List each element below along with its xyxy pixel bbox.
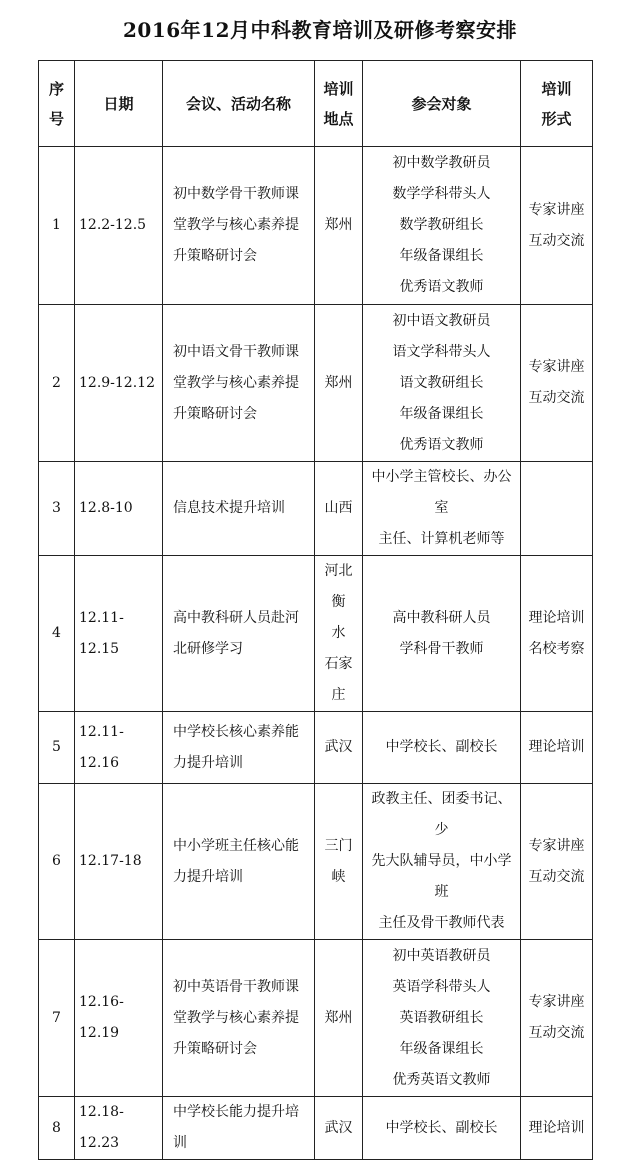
row-audience: 高中教科研人员 学科骨干教师 [363,556,521,712]
table-row [39,784,593,940]
row-audience: 初中语文教研员 语文学科带头人 语文教研组长 年级备课组长 优秀语文教师 [363,305,521,462]
table-row [39,556,593,712]
row-date: 12.17-18 [75,784,163,940]
row-date: 12.18-12.23 [75,1097,163,1160]
row-event-name: 初中英语骨干教师课堂教学与核心素养提升策略研讨会 [163,940,315,1097]
row-audience: 中小学主管校长、办公室 主任、计算机老师等 [363,462,521,556]
header-name: 会议、活动名称 [163,61,315,147]
page-title: 2016年12月中科教育培训及研修考察安排 [123,18,517,42]
row-place: 郑州 [315,940,363,1097]
row-place: 武汉 [315,1097,363,1160]
row-index: 6 [39,784,75,940]
row-index: 2 [39,305,75,462]
row-index: 8 [39,1097,75,1160]
header-row [39,61,593,147]
table-row [39,462,593,556]
row-audience: 初中英语教研员 英语学科带头人 英语教研组长 年级备课组长 优秀英语文教师 [363,940,521,1097]
header-audience: 参会对象 [363,61,521,147]
row-event-name: 中学校长核心素养能力提升培训 [163,712,315,784]
row-place: 河北衡 水 石家庄 [315,556,363,712]
row-date: 12.16-12.19 [75,940,163,1097]
row-event-name: 初中数学骨干教师课堂教学与核心素养提升策略研讨会 [163,147,315,305]
row-date: 12.11-12.15 [75,556,163,712]
row-format: 专家讲座 互动交流 [521,784,593,940]
row-place: 山西 [315,462,363,556]
row-format: 专家讲座 互动交流 [521,940,593,1097]
table-row [39,305,593,462]
row-date: 12.8-10 [75,462,163,556]
row-place: 三门峡 [315,784,363,940]
table-row [39,940,593,1097]
row-audience: 中学校长、副校长 [363,1097,521,1160]
row-index: 5 [39,712,75,784]
row-audience: 政教主任、团委书记、少 先大队辅导员，中小学班 主任及骨干教师代表 [363,784,521,940]
row-format: 理论培训 [521,712,593,784]
row-date: 12.9-12.12 [75,305,163,462]
row-audience: 初中数学教研员 数学学科带头人 数学教研组长 年级备课组长 优秀语文教师 [363,147,521,305]
row-format: 理论培训 名校考察 [521,556,593,712]
row-place: 郑州 [315,305,363,462]
row-format: 专家讲座 互动交流 [521,147,593,305]
header-place: 培训 地点 [315,61,363,147]
table-row [39,712,593,784]
row-event-name: 中小学班主任核心能力提升培训 [163,784,315,940]
row-place: 武汉 [315,712,363,784]
row-event-name: 高中教科研人员赴河北研修学习 [163,556,315,712]
schedule-table [38,60,593,1160]
row-date: 12.11-12.16 [75,712,163,784]
row-format: 专家讲座 互动交流 [521,305,593,462]
row-index: 4 [39,556,75,712]
row-format: 理论培训 [521,1097,593,1160]
header-index: 序 号 [39,61,75,147]
row-event-name: 信息技术提升培训 [163,462,315,556]
row-index: 7 [39,940,75,1097]
row-format [521,462,593,556]
header-date: 日期 [75,61,163,147]
row-audience: 中学校长、副校长 [363,712,521,784]
row-date: 12.2-12.5 [75,147,163,305]
table-row [39,1097,593,1160]
row-index: 3 [39,462,75,556]
row-index: 1 [39,147,75,305]
row-event-name: 中学校长能力提升培训 [163,1097,315,1160]
row-event-name: 初中语文骨干教师课堂教学与核心素养提升策略研讨会 [163,305,315,462]
row-place: 郑州 [315,147,363,305]
header-form: 培训 形式 [521,61,593,147]
table-row [39,147,593,305]
